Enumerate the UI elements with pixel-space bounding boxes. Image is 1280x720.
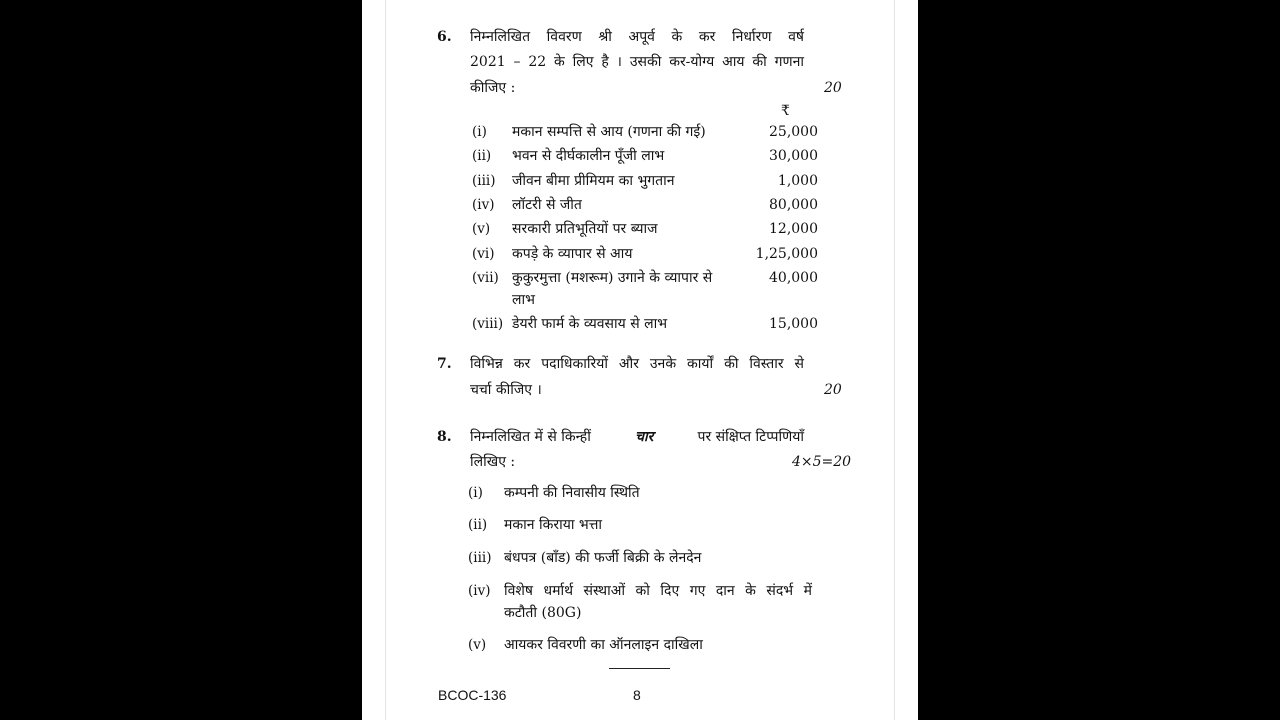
q6-item-6-amount: 1,25,000 <box>755 246 818 262</box>
q6-item-5-text: सरकारी प्रतिभूतियों पर ब्याज <box>512 221 658 237</box>
q8-item-2-text: मकान किराया भत्ता <box>504 517 603 533</box>
q6-item-8-amount: 15,000 <box>769 316 818 332</box>
q6-item-2-amount: 30,000 <box>769 148 818 164</box>
question-7-marks: 20 <box>824 382 842 398</box>
q8-item-4-text: विशेष धर्मार्थ संस्थाओं को दिए गए दान के संदर्भ में <box>504 583 812 599</box>
question-7-line-1: विभिन्न कर पदाधिकारियों और उनके कार्यों की विस्तार से <box>470 356 804 372</box>
right-black-margin <box>918 0 1280 720</box>
question-6-line-1: निम्नलिखित विवरण श्री अपूर्व के कर निर्धारण वर्ष <box>470 29 804 45</box>
q6-item-6-text: कपड़े के व्यापार से आय <box>512 246 633 262</box>
q8-item-4-text-cont: कटौती (80G) <box>504 605 582 621</box>
q8-item-2-number: (ii) <box>468 517 488 533</box>
q6-item-7-amount: 40,000 <box>769 270 818 286</box>
q6-item-4-amount: 80,000 <box>769 197 818 213</box>
q6-item-8-text: डेयरी फार्म के व्यवसाय से लाभ <box>512 316 668 332</box>
q6-item-4-text: लॉटरी से जीत <box>512 197 582 213</box>
question-7-line-2: चर्चा कीजिए । <box>470 382 542 398</box>
q6-item-3-text: जीवन बीमा प्रीमियम का भुगतान <box>512 173 675 189</box>
question-8-emphasis: चार <box>635 429 654 445</box>
question-6-line-2: 2021 – 22 के लिए है । उसकी कर-योग्य आय की गणना <box>470 54 804 70</box>
q6-item-3-amount: 1,000 <box>777 173 818 189</box>
q6-item-4-number: (iv) <box>472 197 495 213</box>
q8-item-1-number: (i) <box>468 485 483 501</box>
q8-item-4-number: (iv) <box>468 583 491 599</box>
q6-item-7-text: कुकुरमुत्ता (मशरूम) उगाने के व्यापार से <box>512 270 713 286</box>
q6-item-1-number: (i) <box>472 124 487 140</box>
q6-item-5-number: (v) <box>472 221 491 237</box>
q8-item-3-text: बंधपत्र (बाँड) की फर्जी बिक्री के लेनदेन <box>504 550 702 566</box>
question-8-number: 8. <box>437 429 452 445</box>
end-of-section-rule <box>609 668 670 669</box>
question-8-marks: 4×5=20 <box>792 454 852 470</box>
q6-item-6-number: (vi) <box>472 246 495 262</box>
course-code: BCOC-136 <box>438 687 507 703</box>
rupee-column-header: ₹ <box>781 103 790 119</box>
question-8-line-1-post: पर संक्षिप्त टिप्पणियाँ <box>697 429 804 445</box>
q8-item-1-text: कम्पनी की निवासीय स्थिति <box>504 485 640 501</box>
q8-item-3-number: (iii) <box>468 550 492 566</box>
question-8-line-1 <box>470 428 804 446</box>
q6-item-8-number: (viii) <box>472 316 504 332</box>
q8-item-5-text: आयकर विवरणी का ऑनलाइन दाखिला <box>504 637 703 653</box>
q8-item-5-number: (v) <box>468 637 487 653</box>
q6-item-2-number: (ii) <box>472 148 492 164</box>
q6-item-2-text: भवन से दीर्घकालीन पूँजी लाभ <box>512 148 665 164</box>
question-7-number: 7. <box>437 356 452 372</box>
left-black-margin <box>0 0 362 720</box>
question-6-number: 6. <box>437 29 452 45</box>
q6-item-1-text: मकान सम्पत्ति से आय (गणना की गई) <box>512 124 706 140</box>
q6-item-3-number: (iii) <box>472 173 496 189</box>
page-number: 8 <box>633 687 641 703</box>
question-8-line-1-pre: निम्नलिखित में से किन्हीं <box>470 429 591 445</box>
question-6-marks: 20 <box>824 80 842 96</box>
q6-item-1-amount: 25,000 <box>769 124 818 140</box>
question-6-line-3: कीजिए : <box>470 80 516 96</box>
q6-item-5-amount: 12,000 <box>769 221 818 237</box>
q6-item-7-number: (vii) <box>472 270 499 286</box>
question-8-line-2: लिखिए : <box>470 454 516 470</box>
q6-item-7-text-cont: लाभ <box>512 292 535 308</box>
